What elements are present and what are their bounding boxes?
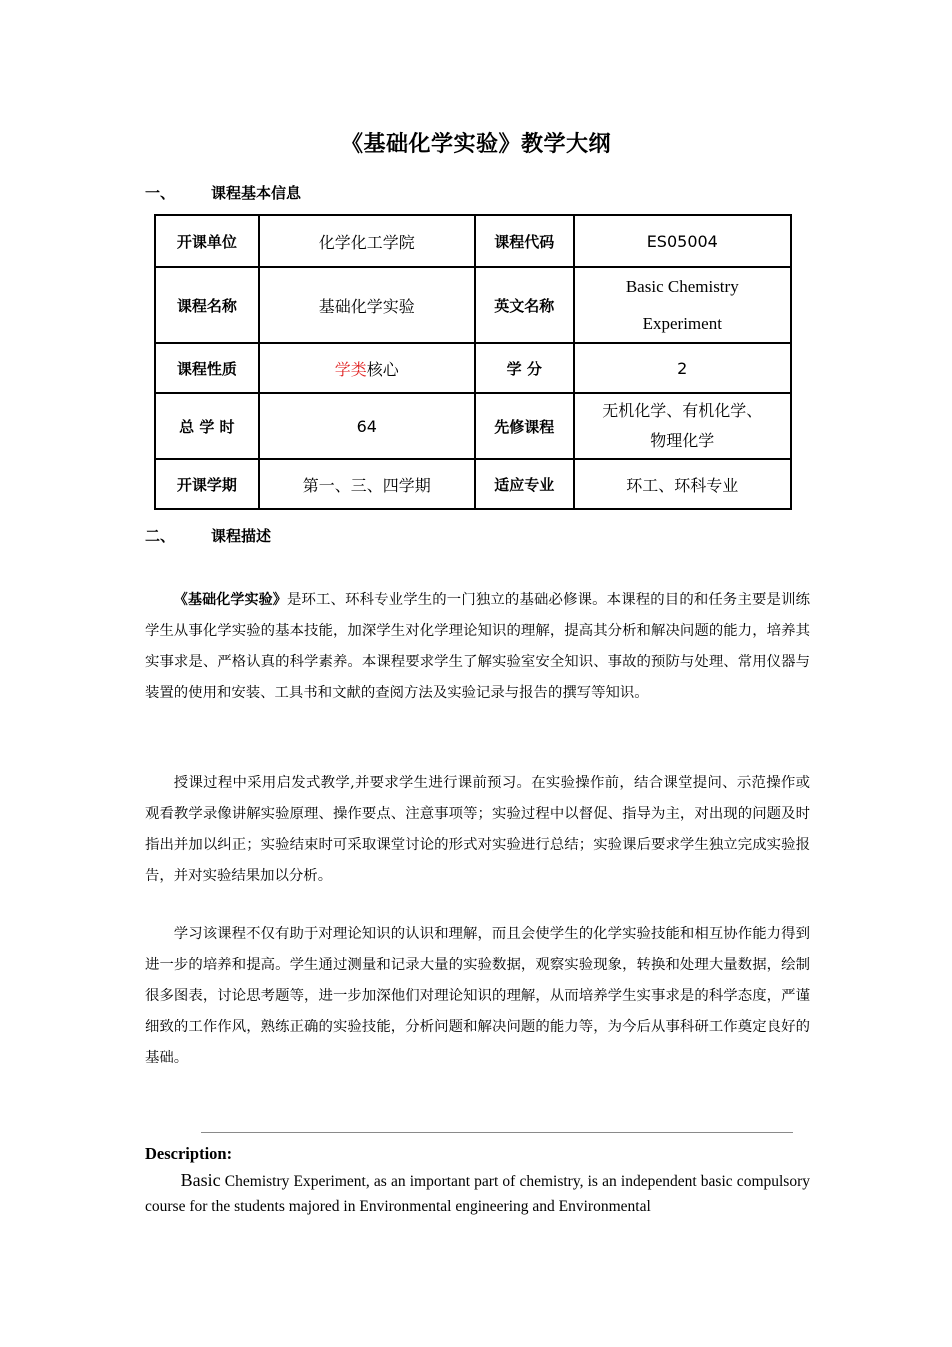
hours-value: 64 <box>259 393 475 459</box>
hours-label: 总 学 时 <box>155 393 259 459</box>
paragraph-3: 学习该课程不仅有助于对理论知识的认识和理解，而且会使学生的化学实验技能和相互协作能力得到进一步的培养和提高。学生通过测量和记录大量的实验数据，观察实验现象，转换和处理大量数据，绘制很多图表，讨论思考题等，进一步加深他们对理论知识的理解，从而培养学生实事求是的科学态度，严谨细致的工作作风，熟练正确的实验技能，分析问题和解决问题的能力等，为今后从事科研工作奠定良好的基础。 <box>145 926 810 1066</box>
course-name-bold: 《基础化学实验》 <box>173 592 287 608</box>
prereq-line-2: 物理化学 <box>650 431 715 450</box>
paragraph-1 <box>145 585 810 709</box>
nature-value-highlight: 学类 <box>334 359 367 379</box>
course-info-table <box>154 214 792 510</box>
name-value: 基础化学实验 <box>259 267 475 343</box>
section-label: 课程描述 <box>211 527 272 545</box>
term-value: 第一、三、四学期 <box>259 459 475 509</box>
prereq-value <box>574 393 791 459</box>
major-value: 环工、环科专业 <box>574 459 791 509</box>
nature-value-rest: 核心 <box>366 359 399 379</box>
major-label: 适应专业 <box>475 459 574 509</box>
nature-label: 课程性质 <box>155 343 259 393</box>
section-label: 课程基本信息 <box>211 184 302 202</box>
prereq-line-1: 无机化学、有机化学、 <box>602 401 763 420</box>
term-label: 开课学期 <box>155 459 259 509</box>
dept-value: 化学化工学院 <box>259 215 475 267</box>
table-row <box>155 267 791 343</box>
description-body: Chemistry Experiment, as an important part of chemistry, is an independent basic compulsory course for the students majored in Environmental engineering and Environmental <box>145 1173 810 1215</box>
nature-value <box>259 343 475 393</box>
section-heading-basic-info <box>145 182 301 203</box>
section-heading-description <box>145 525 271 546</box>
code-value: ES05004 <box>574 215 791 267</box>
description-lead: Basic <box>180 1170 221 1190</box>
credit-value: 2 <box>574 343 791 393</box>
en-name-line-1: Basic Chemistry <box>625 277 739 296</box>
description-text <box>145 1168 810 1219</box>
en-name-line-2: Experiment <box>642 314 722 333</box>
table-row <box>155 393 791 459</box>
table-row <box>155 343 791 393</box>
page-title: 《基础化学实验》教学大纲 <box>340 131 611 157</box>
paragraph-1-text: 是环工、环科专业学生的一门独立的基础必修课。本课程的目的和任务主要是训练学生从事化学实验的基本技能，加深学生对化学理论知识的理解，提高其分析和解决问题的能力，培养其实事求是、严格认真的科学素养。本课程要求学生了解实验室安全知识、事故的预防与处理、常用仪器与装置的使用和安装、工具书和文献的查阅方法及实验记录与报告的撰写等知识。 <box>145 592 810 701</box>
en-name-label: 英文名称 <box>475 267 574 343</box>
en-name-value <box>574 267 791 343</box>
prereq-label: 先修课程 <box>475 393 574 459</box>
name-label: 课程名称 <box>155 267 259 343</box>
code-label: 课程代码 <box>475 215 574 267</box>
section-number: 一、 <box>145 184 176 202</box>
paragraph-2: 授课过程中采用启发式教学,并要求学生进行课前预习。在实验操作前，结合课堂提问、示范操作或观看教学录像讲解实验原理、操作要点、注意事项等；实验过程中以督促、指导为主，对出现的问题及时指出并加以纠正；实验结束时可采取课堂讨论的形式对实验进行总结；实验课后要求学生独立完成实验报告，并对实验结果加以分析。 <box>145 775 810 884</box>
credit-label: 学 分 <box>475 343 574 393</box>
section-number: 二、 <box>145 527 176 545</box>
table-row <box>155 459 791 509</box>
divider <box>201 1132 793 1133</box>
dept-label: 开课单位 <box>155 215 259 267</box>
description-heading: Description: <box>145 1144 233 1163</box>
table-row <box>155 215 791 267</box>
